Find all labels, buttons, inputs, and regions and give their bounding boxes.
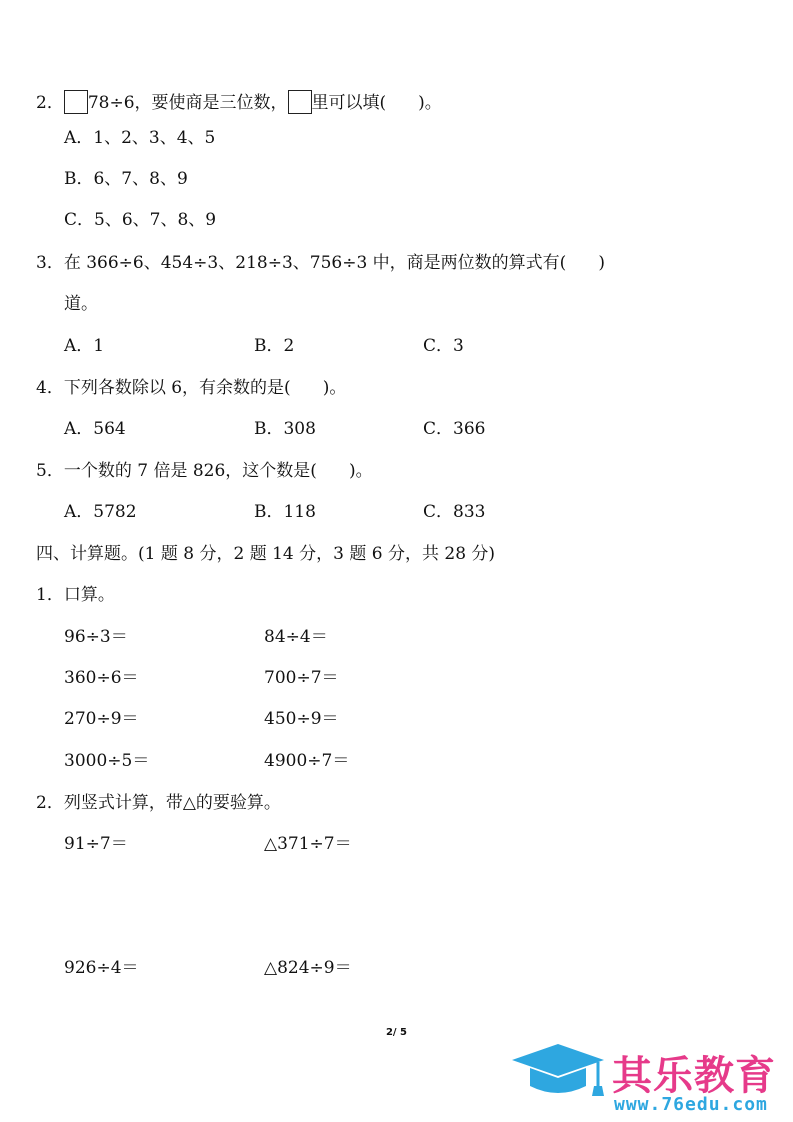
option-c: C．5、6、7、8、9 xyxy=(64,210,217,230)
blank-box xyxy=(64,90,88,114)
calc-item: 360÷6＝ xyxy=(64,668,139,688)
option-a: A．1 xyxy=(64,336,105,356)
calc-item: 450÷9＝ xyxy=(264,709,339,729)
calc-item: 96÷3＝ xyxy=(64,627,128,647)
calc-item: 84÷4＝ xyxy=(264,627,328,647)
section-title: 四、计算题。(1 题 8 分，2 题 14 分，3 题 6 分，共 28 分) xyxy=(36,544,496,564)
question-text: ) xyxy=(598,253,605,273)
question-text: )。 xyxy=(322,378,347,398)
calc-item: 4900÷7＝ xyxy=(264,751,350,771)
page-number: 2/ 5 xyxy=(385,1027,408,1038)
part-1-title: 1．口算。 xyxy=(36,585,115,605)
option-b: B．308 xyxy=(254,419,316,439)
question-number: 2． xyxy=(36,93,64,113)
option-a: A．5782 xyxy=(64,502,137,522)
calc-item: 700÷7＝ xyxy=(264,668,339,688)
question-4-stem xyxy=(36,377,346,399)
question-text: )。 xyxy=(418,93,442,113)
question-number: 3． xyxy=(36,253,64,273)
calc-item: 926÷4＝ xyxy=(64,958,139,978)
brand-logo xyxy=(508,1040,793,1122)
question-text: 78÷6，要使商是三位数， xyxy=(87,93,288,113)
calc-item: 91÷7＝ xyxy=(64,834,128,854)
calc-item: 3000÷5＝ xyxy=(64,751,150,771)
question-number: 5． xyxy=(36,461,64,481)
option-b: B．118 xyxy=(254,502,316,522)
question-number: 4． xyxy=(36,378,64,398)
calc-item: △371÷7＝ xyxy=(264,834,352,854)
brand-url: www.76edu.com xyxy=(614,1094,768,1115)
option-b: B．6、7、8、9 xyxy=(64,169,188,189)
question-text: 下列各数除以 6，有余数的是( xyxy=(63,378,291,398)
option-a: A．564 xyxy=(64,419,126,439)
option-c: C．366 xyxy=(423,419,486,439)
calc-item: 270÷9＝ xyxy=(64,709,139,729)
option-b: B．2 xyxy=(254,336,295,356)
question-text: )。 xyxy=(348,461,373,481)
calc-item: △824÷9＝ xyxy=(264,958,352,978)
question-3-stem xyxy=(36,252,605,274)
question-text: 在 366÷6、454÷3、218÷3、756÷3 中，商是两位数的算式有( xyxy=(63,253,567,273)
question-text: 一个数的 7 倍是 826，这个数是( xyxy=(63,461,317,481)
question-text: 里可以填( xyxy=(311,93,387,113)
blank-box xyxy=(288,90,312,114)
option-c: C．833 xyxy=(423,502,486,522)
part-2-title: 2．列竖式计算，带△的要验算。 xyxy=(36,793,281,813)
graduation-cap-icon xyxy=(508,1040,608,1120)
option-a: A．1、2、3、4、5 xyxy=(64,128,216,148)
question-5-stem xyxy=(36,460,373,482)
question-2-stem xyxy=(36,90,442,114)
question-3-continuation: 道。 xyxy=(64,294,98,314)
option-c: C．3 xyxy=(423,336,464,356)
brand-name: 其乐教育 xyxy=(612,1053,776,1099)
